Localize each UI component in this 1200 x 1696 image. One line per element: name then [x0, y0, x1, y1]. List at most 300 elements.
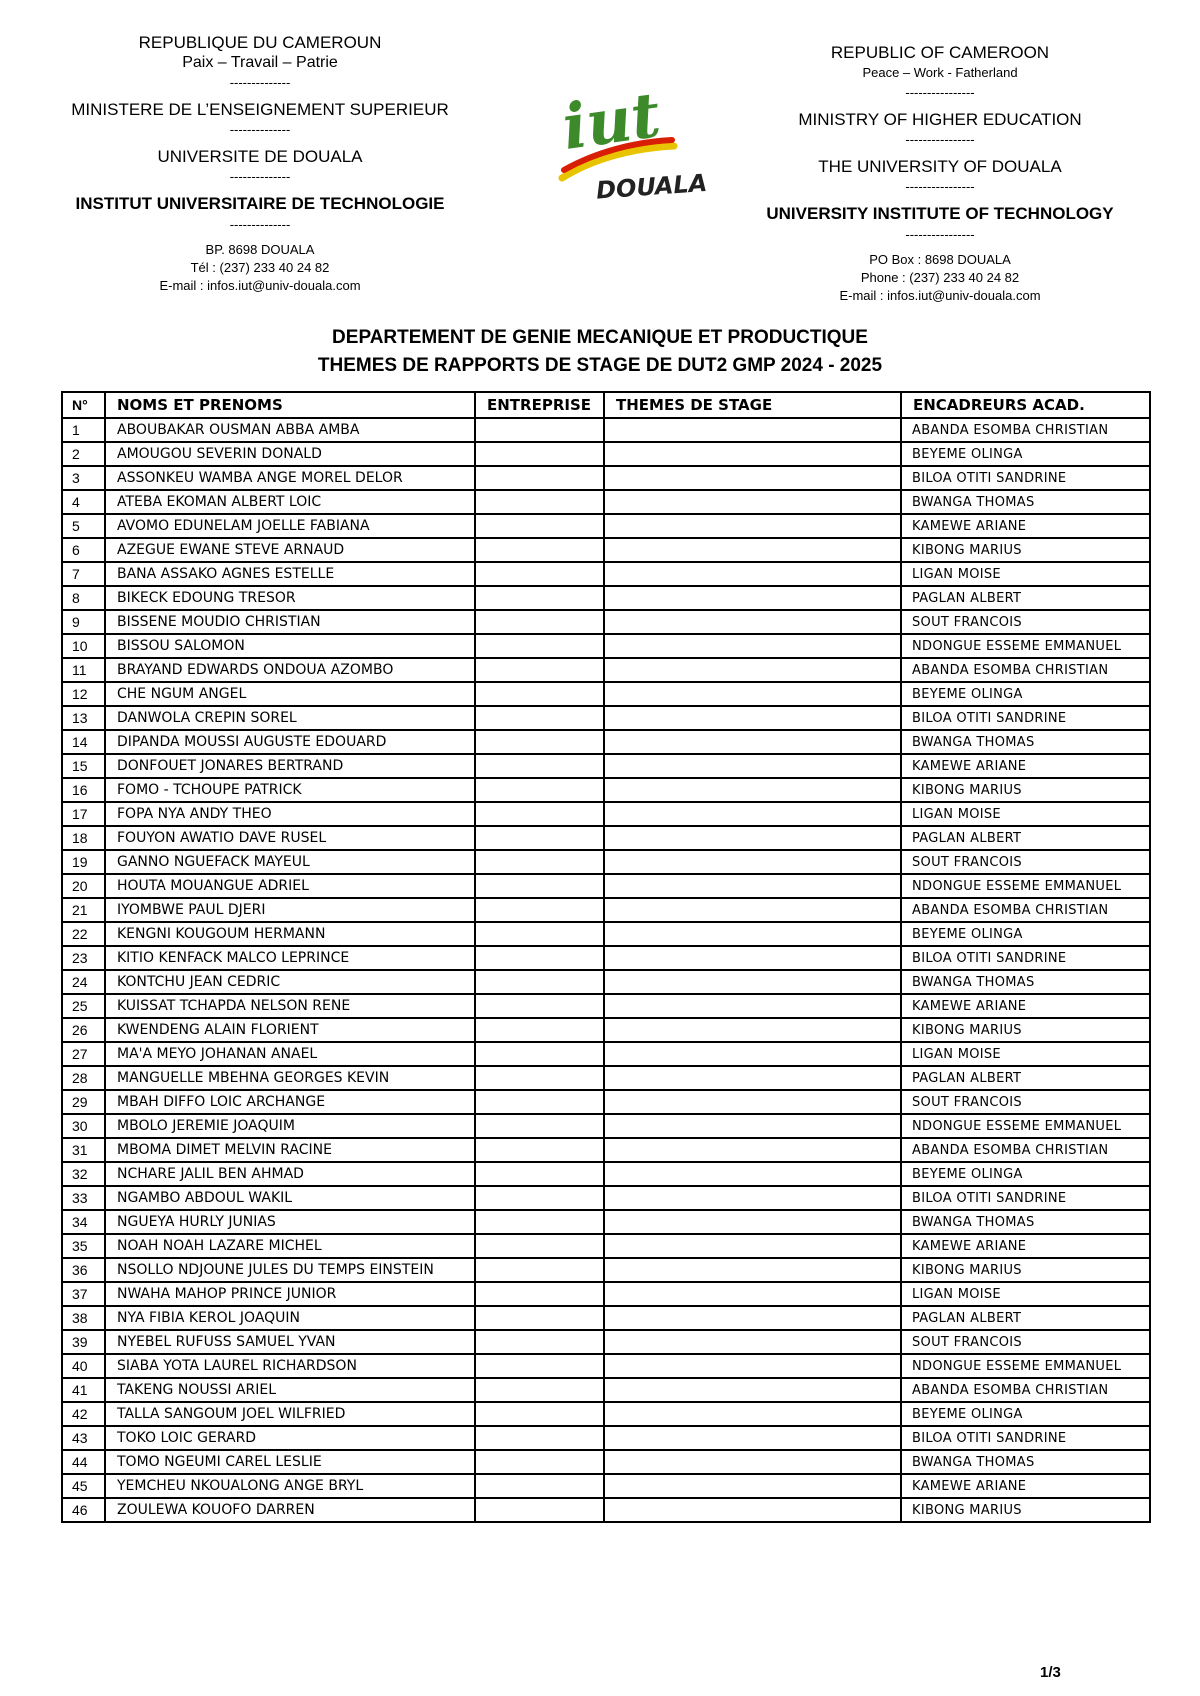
- table-row: [62, 1234, 1150, 1258]
- table-row: [62, 1042, 1150, 1066]
- student-name: NYEBEL RUFUSS SAMUEL YVAN: [105, 1330, 475, 1354]
- internship-topic: [604, 850, 901, 874]
- student-name: MBAH DIFFO LOIC ARCHANGE: [105, 1090, 475, 1114]
- supervisor: KIBONG MARIUS: [901, 778, 1150, 802]
- table-row: [62, 898, 1150, 922]
- internship-topic: [604, 538, 901, 562]
- supervisor: KAMEWE ARIANE: [901, 514, 1150, 538]
- internship-topic: [604, 634, 901, 658]
- student-name: BANA ASSAKO AGNES ESTELLE: [105, 562, 475, 586]
- company: [475, 586, 604, 610]
- supervisor: PAGLAN ALBERT: [901, 586, 1150, 610]
- company: [475, 1426, 604, 1450]
- student-name: CHE NGUM ANGEL: [105, 682, 475, 706]
- internship-topic: [604, 778, 901, 802]
- company: [475, 1354, 604, 1378]
- row-number: 19: [62, 850, 105, 874]
- table-row: [62, 562, 1150, 586]
- row-number: 26: [62, 1018, 105, 1042]
- company: [475, 730, 604, 754]
- email-address: E-mail : infos.iut@univ-douala.com: [839, 288, 1041, 303]
- internship-topic: [604, 586, 901, 610]
- internship-topic: [604, 1498, 901, 1522]
- company: [475, 1114, 604, 1138]
- table-row: [62, 850, 1150, 874]
- row-number: 25: [62, 994, 105, 1018]
- company: [475, 1450, 604, 1474]
- table-row: [62, 538, 1150, 562]
- student-name: AZEGUE EWANE STEVE ARNAUD: [105, 538, 475, 562]
- internship-topic: [604, 706, 901, 730]
- student-name: ATEBA EKOMAN ALBERT LOIC: [105, 490, 475, 514]
- country-name: REPUBLIQUE DU CAMEROUN: [138, 33, 382, 52]
- separator: --------------: [229, 169, 291, 184]
- row-number: 38: [62, 1306, 105, 1330]
- student-name: NGAMBO ABDOUL WAKIL: [105, 1186, 475, 1210]
- table-header-row: [62, 392, 1150, 418]
- company: [475, 1402, 604, 1426]
- student-name: KONTCHU JEAN CEDRIC: [105, 970, 475, 994]
- supervisor: BEYEME OLINGA: [901, 1402, 1150, 1426]
- student-name: ASSONKEU WAMBA ANGE MOREL DELOR: [105, 466, 475, 490]
- institute-name: UNIVERSITY INSTITUTE OF TECHNOLOGY: [766, 204, 1114, 223]
- institute-name: INSTITUT UNIVERSITAIRE DE TECHNOLOGIE: [75, 194, 445, 213]
- student-name: NCHARE JALIL BEN AHMAD: [105, 1162, 475, 1186]
- student-name: KWENDENG ALAIN FLORIENT: [105, 1018, 475, 1042]
- table-row: [62, 1210, 1150, 1234]
- supervisor: BWANGA THOMAS: [901, 970, 1150, 994]
- row-number: 24: [62, 970, 105, 994]
- table-row: [62, 586, 1150, 610]
- row-number: 6: [62, 538, 105, 562]
- company: [475, 538, 604, 562]
- internship-topic: [604, 1234, 901, 1258]
- phone-number: Tél : (237) 233 40 24 82: [190, 260, 330, 275]
- separator: --------------: [229, 217, 291, 232]
- student-name: ABOUBAKAR OUSMAN ABBA AMBA: [105, 418, 475, 442]
- student-name: KENGNI KOUGOUM HERMANN: [105, 922, 475, 946]
- supervisor: PAGLAN ALBERT: [901, 1306, 1150, 1330]
- row-number: 33: [62, 1186, 105, 1210]
- internship-topic: [604, 1450, 901, 1474]
- supervisor: KIBONG MARIUS: [901, 538, 1150, 562]
- department-title: DEPARTEMENT DE GENIE MECANIQUE ET PRODUCTIQUE: [332, 327, 868, 348]
- student-name: BIKECK EDOUNG TRESOR: [105, 586, 475, 610]
- internship-topic: [604, 1426, 901, 1450]
- internship-topic: [604, 490, 901, 514]
- header-english: [740, 42, 1140, 305]
- supervisor: BWANGA THOMAS: [901, 730, 1150, 754]
- table-row: [62, 514, 1150, 538]
- table-row: [62, 1330, 1150, 1354]
- student-name: YEMCHEU NKOUALONG ANGE BRYL: [105, 1474, 475, 1498]
- internship-topic: [604, 898, 901, 922]
- table-row: [62, 1066, 1150, 1090]
- supervisor: KIBONG MARIUS: [901, 1498, 1150, 1522]
- company: [475, 754, 604, 778]
- table-row: [62, 1186, 1150, 1210]
- company: [475, 1018, 604, 1042]
- table-row: [62, 1498, 1150, 1522]
- table-row: [62, 682, 1150, 706]
- separator: --------------: [229, 122, 291, 137]
- supervisor: ABANDA ESOMBA CHRISTIAN: [901, 1138, 1150, 1162]
- company: [475, 1138, 604, 1162]
- company: [475, 658, 604, 682]
- table-row: [62, 1090, 1150, 1114]
- column-header-supervisors: ENCADREURS ACAD.: [901, 392, 1150, 418]
- internship-topic: [604, 1402, 901, 1426]
- company: [475, 682, 604, 706]
- student-name: DONFOUET JONARES BERTRAND: [105, 754, 475, 778]
- student-name: NGUEYA HURLY JUNIAS: [105, 1210, 475, 1234]
- table-row: [62, 994, 1150, 1018]
- student-name: MANGUELLE MBEHNA GEORGES KEVIN: [105, 1066, 475, 1090]
- supervisor: BILOA OTITI SANDRINE: [901, 466, 1150, 490]
- internship-topic: [604, 802, 901, 826]
- row-number: 11: [62, 658, 105, 682]
- row-number: 29: [62, 1090, 105, 1114]
- internship-topic: [604, 610, 901, 634]
- supervisor: ABANDA ESOMBA CHRISTIAN: [901, 418, 1150, 442]
- separator: ----------------: [905, 227, 975, 242]
- supervisor: ABANDA ESOMBA CHRISTIAN: [901, 1378, 1150, 1402]
- table-row: [62, 946, 1150, 970]
- row-number: 23: [62, 946, 105, 970]
- table-row: [62, 970, 1150, 994]
- supervisor: KAMEWE ARIANE: [901, 1474, 1150, 1498]
- company: [475, 706, 604, 730]
- internship-topic: [604, 1282, 901, 1306]
- supervisor: LIGAN MOISE: [901, 562, 1150, 586]
- column-header-number: N°: [62, 392, 105, 418]
- column-header-internship-topic: THEMES DE STAGE: [604, 392, 901, 418]
- table-row: [62, 1282, 1150, 1306]
- ministry-name: MINISTERE DE L’ENSEIGNEMENT SUPERIEUR: [71, 100, 449, 119]
- student-name: SIABA YOTA LAUREL RICHARDSON: [105, 1354, 475, 1378]
- table-row: [62, 1114, 1150, 1138]
- row-number: 8: [62, 586, 105, 610]
- student-name: GANNO NGUEFACK MAYEUL: [105, 850, 475, 874]
- internship-topic: [604, 1114, 901, 1138]
- supervisor: SOUT FRANCOIS: [901, 1330, 1150, 1354]
- row-number: 18: [62, 826, 105, 850]
- country-motto: Paix – Travail – Patrie: [182, 54, 338, 71]
- company: [475, 874, 604, 898]
- internship-topic: [604, 1042, 901, 1066]
- company: [475, 1090, 604, 1114]
- company: [475, 898, 604, 922]
- student-name: BISSOU SALOMON: [105, 634, 475, 658]
- row-number: 31: [62, 1138, 105, 1162]
- company: [475, 1210, 604, 1234]
- ministry-name: MINISTRY OF HIGHER EDUCATION: [798, 110, 1082, 129]
- student-name: NOAH NOAH LAZARE MICHEL: [105, 1234, 475, 1258]
- company: [475, 610, 604, 634]
- document-title: THEMES DE RAPPORTS DE STAGE DE DUT2 GMP 2024 - 2025: [317, 355, 883, 376]
- university-name: UNIVERSITE DE DOUALA: [157, 147, 363, 166]
- supervisor: LIGAN MOISE: [901, 1042, 1150, 1066]
- page-number: 1/3: [1040, 1664, 1061, 1681]
- internship-topic: [604, 1138, 901, 1162]
- table-row: [62, 610, 1150, 634]
- company: [475, 1474, 604, 1498]
- internship-topic: [604, 442, 901, 466]
- company: [475, 1306, 604, 1330]
- supervisor: BILOA OTITI SANDRINE: [901, 706, 1150, 730]
- internship-topic: [604, 466, 901, 490]
- student-name: NWAHA MAHOP PRINCE JUNIOR: [105, 1282, 475, 1306]
- row-number: 45: [62, 1474, 105, 1498]
- company: [475, 562, 604, 586]
- company: [475, 1186, 604, 1210]
- supervisor: SOUT FRANCOIS: [901, 850, 1150, 874]
- internship-topic: [604, 658, 901, 682]
- supervisor: BEYEME OLINGA: [901, 922, 1150, 946]
- student-name: TALLA SANGOUM JOEL WILFRIED: [105, 1402, 475, 1426]
- logo-text: DOUALA: [595, 168, 709, 205]
- student-name: FOMO - TCHOUPE PATRICK: [105, 778, 475, 802]
- row-number: 28: [62, 1066, 105, 1090]
- company: [475, 994, 604, 1018]
- supervisor: NDONGUE ESSEME EMMANUEL: [901, 874, 1150, 898]
- row-number: 2: [62, 442, 105, 466]
- table-row: [62, 1402, 1150, 1426]
- supervisor: KAMEWE ARIANE: [901, 1234, 1150, 1258]
- company: [475, 1498, 604, 1522]
- company: [475, 1258, 604, 1282]
- internship-topic: [604, 874, 901, 898]
- company: [475, 1282, 604, 1306]
- row-number: 17: [62, 802, 105, 826]
- row-number: 43: [62, 1426, 105, 1450]
- table-row: [62, 658, 1150, 682]
- row-number: 35: [62, 1234, 105, 1258]
- table-row: [62, 1162, 1150, 1186]
- row-number: 10: [62, 634, 105, 658]
- company: [475, 442, 604, 466]
- separator: --------------: [229, 75, 291, 90]
- supervisor: PAGLAN ALBERT: [901, 1066, 1150, 1090]
- row-number: 40: [62, 1354, 105, 1378]
- company: [475, 970, 604, 994]
- row-number: 36: [62, 1258, 105, 1282]
- supervisor: BEYEME OLINGA: [901, 682, 1150, 706]
- supervisor: KAMEWE ARIANE: [901, 754, 1150, 778]
- internship-topic: [604, 754, 901, 778]
- company: [475, 1378, 604, 1402]
- row-number: 20: [62, 874, 105, 898]
- student-name: FOUYON AWATIO DAVE RUSEL: [105, 826, 475, 850]
- supervisor: KIBONG MARIUS: [901, 1018, 1150, 1042]
- supervisor: PAGLAN ALBERT: [901, 826, 1150, 850]
- row-number: 37: [62, 1282, 105, 1306]
- table-row: [62, 754, 1150, 778]
- student-name: BISSENE MOUDIO CHRISTIAN: [105, 610, 475, 634]
- student-name: MBOLO JEREMIE JOAQUIM: [105, 1114, 475, 1138]
- iut-douala-logo: [554, 66, 709, 206]
- table-row: [62, 706, 1150, 730]
- table-row: [62, 922, 1150, 946]
- table-row: [62, 418, 1150, 442]
- student-name: HOUTA MOUANGUE ADRIEL: [105, 874, 475, 898]
- company: [475, 946, 604, 970]
- table-row: [62, 634, 1150, 658]
- company: [475, 418, 604, 442]
- student-name: TOKO LOIC GERARD: [105, 1426, 475, 1450]
- table-row: [62, 442, 1150, 466]
- row-number: 4: [62, 490, 105, 514]
- company: [475, 1066, 604, 1090]
- table-row: [62, 1474, 1150, 1498]
- row-number: 39: [62, 1330, 105, 1354]
- country-motto: Peace – Work - Fatherland: [862, 65, 1018, 80]
- row-number: 7: [62, 562, 105, 586]
- company: [475, 466, 604, 490]
- university-name: THE UNIVERSITY OF DOUALA: [818, 157, 1062, 176]
- row-number: 14: [62, 730, 105, 754]
- separator: ----------------: [905, 85, 975, 100]
- company: [475, 850, 604, 874]
- row-number: 32: [62, 1162, 105, 1186]
- internship-topic: [604, 1090, 901, 1114]
- row-number: 41: [62, 1378, 105, 1402]
- supervisor: BILOA OTITI SANDRINE: [901, 1186, 1150, 1210]
- students-table: [61, 391, 1151, 1523]
- table-row: [62, 466, 1150, 490]
- student-name: TOMO NGEUMI CAREL LESLIE: [105, 1450, 475, 1474]
- phone-number: Phone : (237) 233 40 24 82: [860, 270, 1020, 285]
- supervisor: KIBONG MARIUS: [901, 1258, 1150, 1282]
- row-number: 3: [62, 466, 105, 490]
- table-row: [62, 490, 1150, 514]
- table-row: [62, 802, 1150, 826]
- internship-topic: [604, 1474, 901, 1498]
- internship-topic: [604, 418, 901, 442]
- company: [475, 1330, 604, 1354]
- student-name: AMOUGOU SEVERIN DONALD: [105, 442, 475, 466]
- student-name: ZOULEWA KOUOFO DARREN: [105, 1498, 475, 1522]
- country-name: REPUBLIC OF CAMEROON: [830, 43, 1050, 62]
- table-row: [62, 1426, 1150, 1450]
- supervisor: BWANGA THOMAS: [901, 490, 1150, 514]
- header-french: [60, 32, 460, 295]
- company: [475, 634, 604, 658]
- internship-topic: [604, 1210, 901, 1234]
- company: [475, 514, 604, 538]
- company: [475, 802, 604, 826]
- student-name: MBOMA DIMET MELVIN RACINE: [105, 1138, 475, 1162]
- table-row: [62, 1306, 1150, 1330]
- row-number: 34: [62, 1210, 105, 1234]
- student-name: DIPANDA MOUSSI AUGUSTE EDOUARD: [105, 730, 475, 754]
- student-name: KUISSAT TCHAPDA NELSON RENE: [105, 994, 475, 1018]
- internship-topic: [604, 826, 901, 850]
- student-name: NYA FIBIA KEROL JOAQUIN: [105, 1306, 475, 1330]
- internship-topic: [604, 730, 901, 754]
- student-name: DANWOLA CREPIN SOREL: [105, 706, 475, 730]
- row-number: 21: [62, 898, 105, 922]
- row-number: 13: [62, 706, 105, 730]
- supervisor: KAMEWE ARIANE: [901, 994, 1150, 1018]
- row-number: 5: [62, 514, 105, 538]
- company: [475, 1042, 604, 1066]
- internship-topic: [604, 1066, 901, 1090]
- row-number: 16: [62, 778, 105, 802]
- supervisor: SOUT FRANCOIS: [901, 610, 1150, 634]
- table-row: [62, 1138, 1150, 1162]
- internship-topic: [604, 1186, 901, 1210]
- table-row: [62, 1378, 1150, 1402]
- student-name: MA'A MEYO JOHANAN ANAEL: [105, 1042, 475, 1066]
- internship-topic: [604, 1378, 901, 1402]
- student-name: IYOMBWE PAUL DJERI: [105, 898, 475, 922]
- supervisor: BEYEME OLINGA: [901, 442, 1150, 466]
- column-header-company: ENTREPRISE: [475, 392, 604, 418]
- supervisor: NDONGUE ESSEME EMMANUEL: [901, 634, 1150, 658]
- table-row: [62, 826, 1150, 850]
- supervisor: ABANDA ESOMBA CHRISTIAN: [901, 658, 1150, 682]
- table-row: [62, 874, 1150, 898]
- internship-topic: [604, 922, 901, 946]
- internship-topic: [604, 514, 901, 538]
- company: [475, 922, 604, 946]
- supervisor: ABANDA ESOMBA CHRISTIAN: [901, 898, 1150, 922]
- student-name: KITIO KENFACK MALCO LEPRINCE: [105, 946, 475, 970]
- column-header-names: NOMS ET PRENOMS: [105, 392, 475, 418]
- internship-topic: [604, 1330, 901, 1354]
- table-row: [62, 1354, 1150, 1378]
- internship-topic: [604, 562, 901, 586]
- row-number: 9: [62, 610, 105, 634]
- internship-topic: [604, 1162, 901, 1186]
- company: [475, 1162, 604, 1186]
- student-name: BRAYAND EDWARDS ONDOUA AZOMBO: [105, 658, 475, 682]
- internship-topic: [604, 946, 901, 970]
- table-row: [62, 1450, 1150, 1474]
- internship-topic: [604, 1354, 901, 1378]
- student-name: NSOLLO NDJOUNE JULES DU TEMPS EINSTEIN: [105, 1258, 475, 1282]
- supervisor: BILOA OTITI SANDRINE: [901, 1426, 1150, 1450]
- row-number: 46: [62, 1498, 105, 1522]
- supervisor: LIGAN MOISE: [901, 802, 1150, 826]
- email-address: E-mail : infos.iut@univ-douala.com: [159, 278, 361, 293]
- supervisor: NDONGUE ESSEME EMMANUEL: [901, 1114, 1150, 1138]
- svg-text:iut: iut: [558, 78, 665, 164]
- student-name: AVOMO EDUNELAM JOELLE FABIANA: [105, 514, 475, 538]
- company: [475, 490, 604, 514]
- supervisor: LIGAN MOISE: [901, 1282, 1150, 1306]
- postal-address: BP. 8698 DOUALA: [205, 242, 315, 257]
- row-number: 15: [62, 754, 105, 778]
- supervisor: NDONGUE ESSEME EMMANUEL: [901, 1354, 1150, 1378]
- table-row: [62, 778, 1150, 802]
- table-row: [62, 730, 1150, 754]
- separator: ----------------: [905, 132, 975, 147]
- internship-topic: [604, 1306, 901, 1330]
- row-number: 42: [62, 1402, 105, 1426]
- internship-topic: [604, 994, 901, 1018]
- supervisor: BWANGA THOMAS: [901, 1450, 1150, 1474]
- internship-topic: [604, 682, 901, 706]
- supervisor: SOUT FRANCOIS: [901, 1090, 1150, 1114]
- company: [475, 826, 604, 850]
- internship-topic: [604, 970, 901, 994]
- supervisor: BEYEME OLINGA: [901, 1162, 1150, 1186]
- company: [475, 1234, 604, 1258]
- table-row: [62, 1258, 1150, 1282]
- postal-address: PO Box : 8698 DOUALA: [869, 252, 1011, 267]
